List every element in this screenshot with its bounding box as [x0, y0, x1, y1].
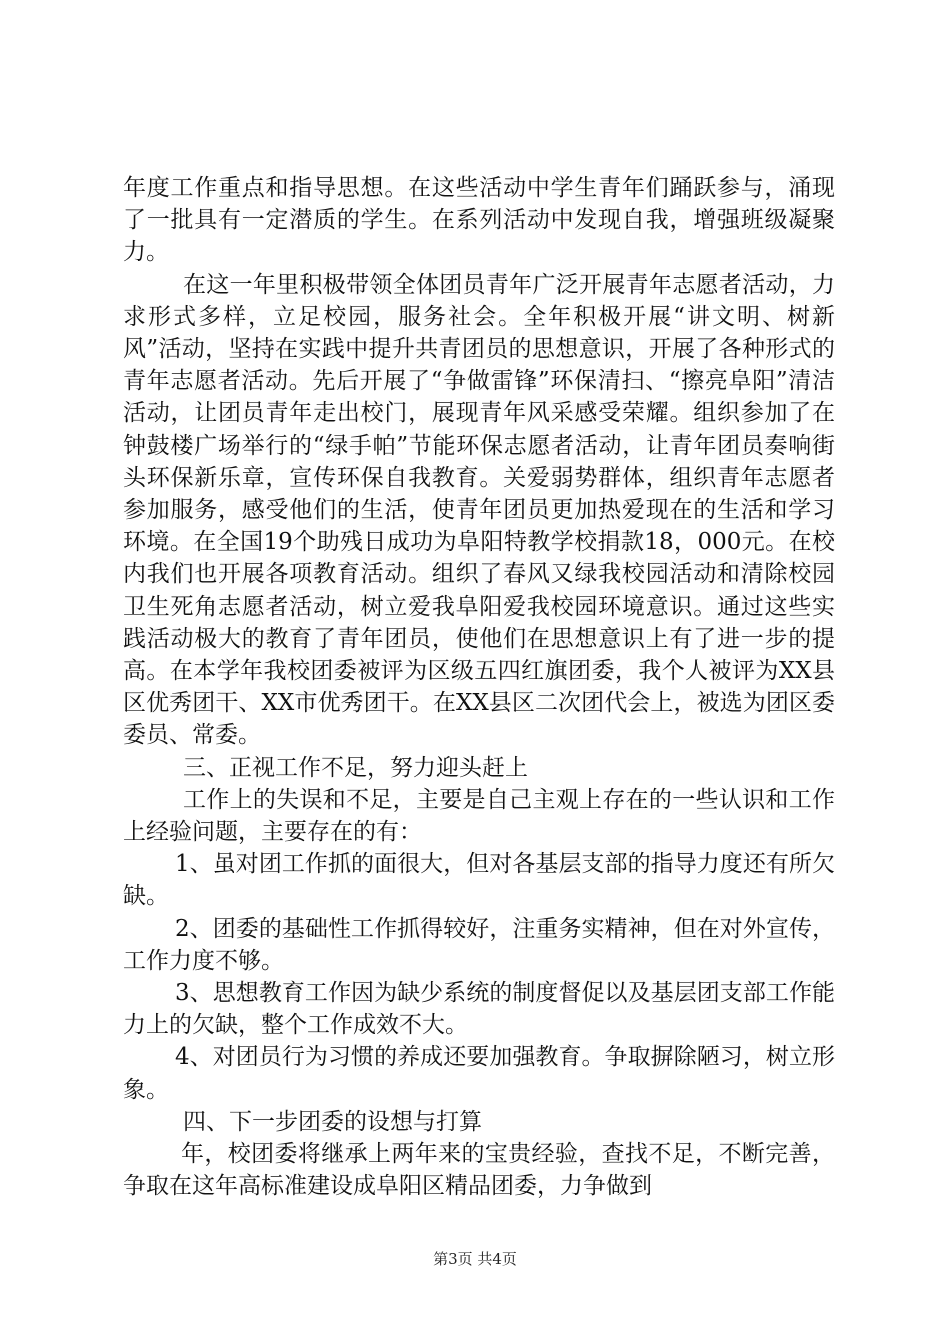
- paragraph-continuation: 年度工作重点和指导思想。在这些活动中学生青年们踊跃参与，涌现了一批具有一定潜质的学生。在系列活动中发现自我，增强班级凝聚力。: [123, 175, 835, 266]
- document-body: [123, 172, 835, 1203]
- section-heading-shortcomings: 三、正视工作不足，努力迎头赶上: [183, 754, 528, 781]
- list-item-1: 1、虽对团工作抓的面很大，但对各基层支部的指导力度还有所欠缺。: [123, 851, 835, 910]
- list-item-3: 3、思想教育工作因为缺少系统的制度督促以及基层团支部工作能力上的欠缺，整个工作成效不大。: [123, 980, 835, 1039]
- list-item-4: 4、对团员行为习惯的养成还要加强教育。争取摒除陋习，树立形象。: [123, 1044, 835, 1103]
- paragraph-plans: 年，校团委将继承上两年来的宝贵经验，查找不足，不断完善，争取在这年高标准建设成阜阳区精品团委，力争做到: [123, 1141, 835, 1200]
- section-heading-plans: 四、下一步团委的设想与打算: [183, 1108, 482, 1135]
- page-footer: 第3页 共4页: [433, 1250, 517, 1268]
- paragraph-shortcomings-intro: 工作上的失误和不足，主要是自己主观上存在的一些认识和工作上经验问题，主要存在的有：: [123, 786, 835, 846]
- paragraph-volunteer-activities: 在这一年里积极带领全体团员青年广泛开展青年志愿者活动，力求形式多样，立足校园，服务社会。全年积极开展“讲文明、树新风”活动，坚持在实践中提升共青团员的思想意识，开展了各种形式的青年志愿者活动。先后开展了“争做雷锋”环保清扫、“擦亮阜阳”清洁活动，让团员青年走出校门，展现青年风采感受荣耀。组织参加了在钟鼓楼广场举行的“绿手帕”节能环保志愿者活动，让青年团员奏响街头环保新乐章，宣传环保自我教育。关爱弱势群体，组织青年志愿者参加服务，感受他们的生活，使青年团员更加热爱现在的生活和学习环境。在全国19个助残日成功为阜阳特教学校捐款18，000元。在校内我们也开展各项教育活动。组织了春风又绿我校园活动和清除校园卫生死角志愿者活动，树立爱我阜阳爱我校园环境意识。通过这些实践活动极大的教育了青年团员，使他们在思想意识上有了进一步的提高。在本学年我校团委被评为区级五四红旗团委，我个人被评为XX县区优秀团干、XX市优秀团干。在XX县区二次团代会上，被选为团区委委员、常委。: [123, 271, 835, 749]
- list-item-2: 2、团委的基础性工作抓得较好，注重务实精神，但在对外宣传，工作力度不够。: [123, 915, 835, 974]
